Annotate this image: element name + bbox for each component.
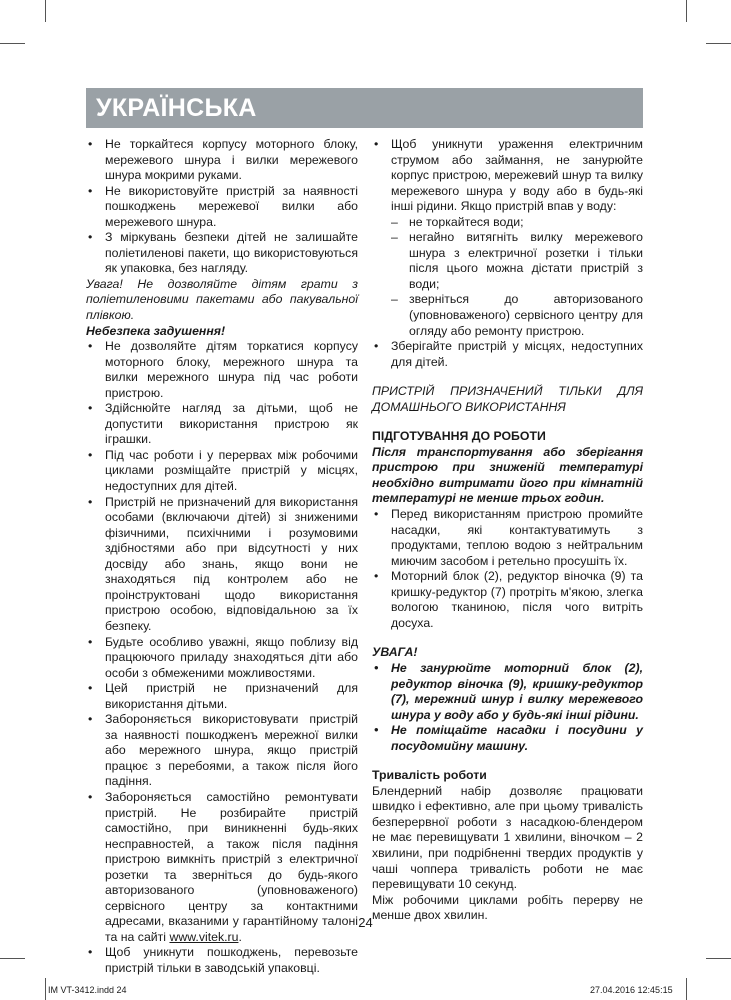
page-number: 24 bbox=[358, 915, 373, 930]
sub-list-item: – негайно витягніть вилку мережевого шнура з електричної розетки і тільки після цього можна дістати пристрій з води; bbox=[391, 230, 643, 291]
list-item: • Зберігайте пристрій у місцях, недоступних для дітей. bbox=[374, 339, 643, 369]
list-item: • Забороняється використовувати пристрій за наявності пошкодженъ мережної вилки або мережного шнура, якщо пристрій працює з перебоями, а також після його падіння. bbox=[88, 712, 358, 789]
crop-mark bbox=[45, 0, 46, 22]
right-column bbox=[372, 137, 643, 924]
crop-mark bbox=[45, 978, 46, 1000]
list-item: • Здійснюйте нагляд за дітьми, щоб не допустити використання пристрою як іграшки. bbox=[88, 401, 358, 447]
list-item: • З міркувань безпеки дітей не залишайте поліетиленові пакети, що використовуються як упаковка, без нагляду. bbox=[88, 230, 358, 276]
list-item: • Не дозволяйте дітям торкатися корпусу моторного блоку, мережного шнура та вилки мережного шнура під час роботи пристрою. bbox=[88, 339, 358, 400]
crop-mark bbox=[0, 43, 25, 44]
crop-mark bbox=[686, 978, 687, 1000]
crop-mark bbox=[686, 0, 687, 22]
list-item: • Не занурюйте моторний блок (2), редуктор віночка (9), кришку-редуктор (7), мережний шнур і вилку мережевого шнура у воду або у будь-які інші рідини. bbox=[374, 660, 643, 722]
crop-mark bbox=[706, 958, 731, 959]
left-column bbox=[86, 137, 358, 977]
list-item: • Щоб уникнути пошкоджень, перевозьте пристрій тільки в заводській упаковці. bbox=[88, 945, 358, 975]
list-item: • Під час роботи і у перервах між робочими циклами розміщайте пристрій у місцях, недоступних для дітей. bbox=[88, 447, 358, 494]
list-item: • Щоб уникнути ураження електричним струмом або займання, не занурюйте корпус пристрою, мережевий шнур та вилку мережевого шнура у воду або в будь-які інші рідини. Якщо пристрій впав у воду: bbox=[374, 137, 643, 214]
preparation-note: Після транспортування або зберігання пристрою при зниженій температурі необхідно витримати його при кімнатній температурі не менше трьох годин. bbox=[372, 444, 643, 506]
household-use-note: ПРИСТРІЙ ПРИЗНАЧЕНИЙ ТІЛЬКИ ДЛЯ ДОМАШНЬОГО ВИКОРИСТАННЯ bbox=[372, 384, 643, 414]
crop-mark bbox=[706, 43, 731, 44]
warning-note: Увага! Не дозволяйте дітям грати з поліетиленовими пакетами або пакувальної плівкою. bbox=[86, 276, 358, 323]
footer-timestamp: 27.04.2016 12:45:15 bbox=[590, 985, 673, 995]
sub-list-item: – зверніться до авторизованого (уповноваженого) сервісного центру для огляду або ремонту пристрою. bbox=[391, 292, 643, 338]
list-item: • Пристрій не призначений для використання особами (включаючи дітей) зі зниженими фізичними, психічними і розумовими здібностями або при відсутності у них досвіду або знань, якщо вони не знаходяться під контролем або не проінструктовані щодо використання пристрою особою, відповідальною за їх безпеку. bbox=[88, 494, 358, 633]
list-item: • Не використовуйте пристрій за наявності пошкоджень мережевої вилки або мережевого шнура. bbox=[88, 183, 358, 229]
list-item: • Не торкайтеся корпусу моторного блоку, мережевого шнура і вилки мережевого шнура мокрими руками. bbox=[88, 137, 358, 183]
list-item: • Цей пристрій не призначений для використання дітьми. bbox=[88, 681, 358, 711]
footer-file-name: IM VT-3412.indd 24 bbox=[48, 985, 127, 995]
language-header-band bbox=[86, 88, 643, 128]
list-item: • Не поміщайте насадки і посудини у посудомийну машину. bbox=[374, 723, 643, 753]
sub-list-item: – не торкайтеся води; bbox=[391, 214, 524, 229]
language-header-title: УКРАЇНСЬКА bbox=[96, 94, 257, 122]
crop-mark bbox=[0, 958, 25, 959]
section-title-preparation: ПІДГОТУВАННЯ ДО РОБОТИ bbox=[372, 429, 546, 444]
duration-paragraph: Між робочими циклами робіть перерву не менше двох хвилин. bbox=[372, 892, 643, 923]
section-title-duration: Тривалість роботи bbox=[372, 768, 487, 783]
website-link[interactable]: www.vitek.ru bbox=[169, 929, 239, 944]
duration-paragraph: Блендерний набір дозволяє працювати швидко і ефективно, але при цьому тривалість безперервної роботи з насадкою-блендером не має перевищувати 1 хвилини, віночком – 2 хвилини, при подрібненні твердих продуктів у чаші чоппера тривалість роботи не має перевищувати 10 секунд. bbox=[372, 783, 643, 892]
list-item: • Забороняється самостійно ремонтувати пристрій. Не розбирайте пристрій самостійно, при виникненні будь-яких несправностей, а також після падіння пристрою вимкніть пристрій з електричної розетки та зверніться до будь-якого авторизованого (уповноваженого) сервісного центру за контактними адресами, вказаними у гарантійному талоні та на сайті www.vitek.ru. bbox=[88, 789, 358, 944]
list-item: • Моторний блок (2), редуктор віночка (9) та кришку-редуктор (7) протріть м'якою, злегка вологою тканиною, після чого витріть досуха. bbox=[374, 569, 643, 630]
danger-heading: Небезпека задушення! bbox=[86, 323, 226, 338]
list-item: • Перед використанням пристрою промийте насадки, які контактуватимуть з продуктами, теплою водою з нейтральним миючим засобом і ретельно просушіть їх. bbox=[374, 507, 643, 568]
attention-heading: УВАГА! bbox=[372, 645, 418, 660]
list-item: • Будьте особливо уважні, якщо поблизу від працюючого приладу знаходяться діти або особи з обмеженими можливостями. bbox=[88, 634, 358, 680]
